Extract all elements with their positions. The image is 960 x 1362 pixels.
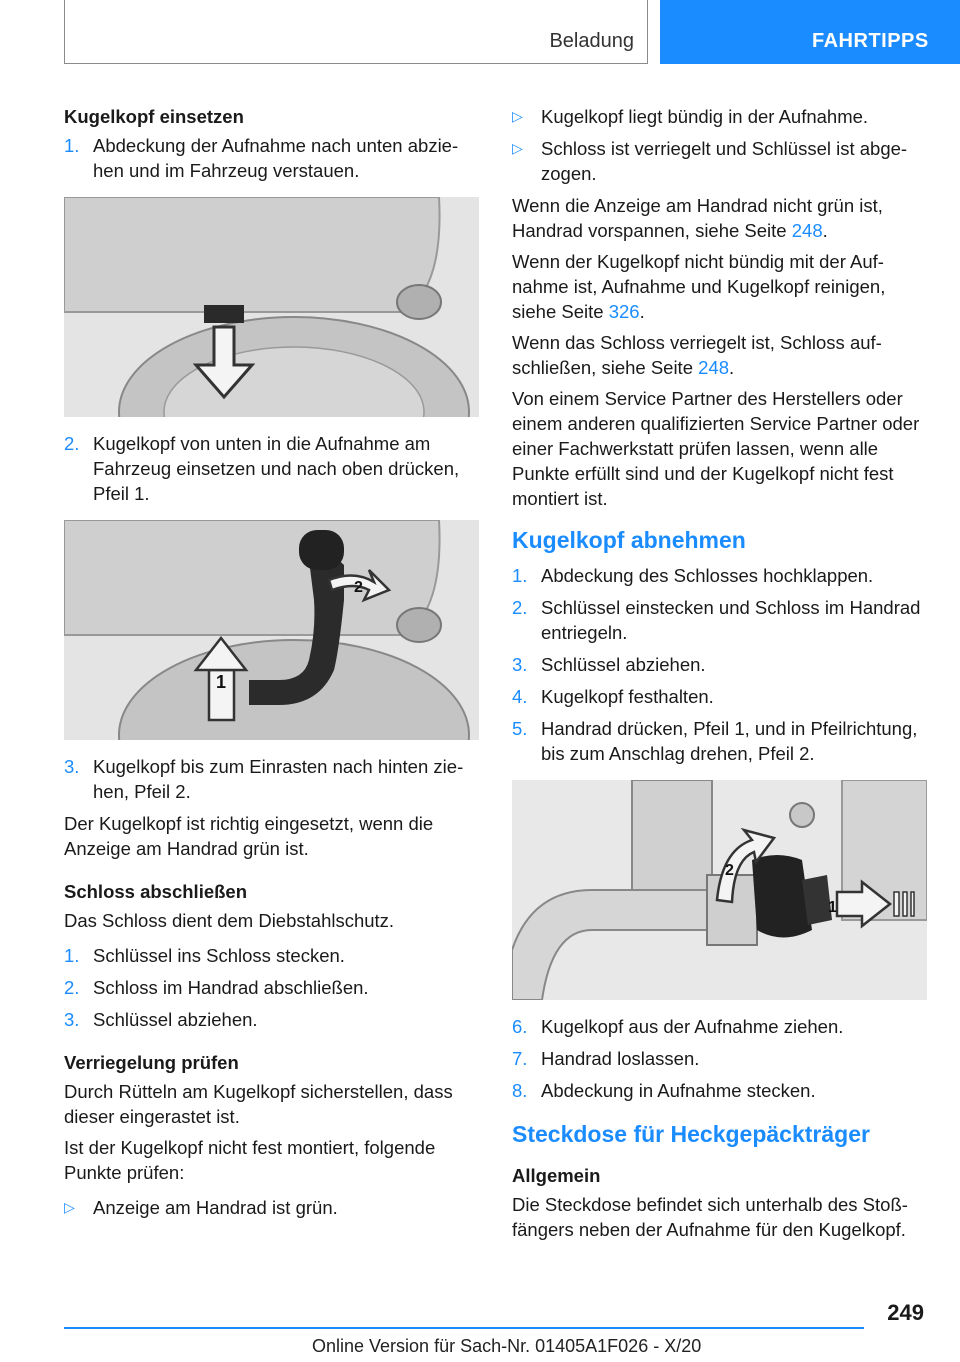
page-number: 249 [887, 1300, 924, 1325]
paragraph-text: Wenn der Kugelkopf nicht bündig mit der Aufnahme ist, Aufnahme und Kugelkopf reinigen, siehe Seite [512, 251, 886, 322]
step-number: 2. [64, 977, 80, 998]
page-link-326[interactable]: 326 [608, 301, 640, 322]
ballhead-insert-illustration [64, 520, 479, 740]
step-number: 5. [512, 718, 528, 739]
figure-label-1: 1 [828, 899, 837, 916]
figure-insert-ballhead [64, 520, 479, 740]
list-item [512, 652, 927, 677]
figure-handwheel [512, 780, 927, 1000]
step-text: Kugelkopf festhalten. [541, 686, 714, 707]
heading-verriegelung-pruefen: Verriegelung prüfen [64, 1052, 239, 1073]
step-text: Abdeckung des Schlosses hochklappen. [541, 565, 874, 586]
handwheel-illustration [512, 780, 927, 1000]
figure-label-2: 2 [725, 862, 734, 879]
header-section-title: Beladung [549, 30, 634, 52]
bullet-text: Kugelkopf liegt bündig in der Aufnahme. [541, 106, 869, 127]
list-item [64, 943, 479, 968]
figure-cover-removal [64, 197, 479, 417]
paragraph: Wenn das Schloss verriegelt ist, Schloss aufschließen, siehe Seite 248. [512, 332, 882, 378]
list-item [512, 104, 927, 129]
step-text: Abdeckung der Aufnahme nach unten abziehen und im Fahrzeug verstauen. [93, 135, 459, 181]
step-text: Schlüssel abziehen. [541, 654, 706, 675]
step-number: 6. [512, 1016, 528, 1037]
triangle-bullet-icon: ▷ [512, 108, 523, 124]
step-text: Handrad loslassen. [541, 1048, 700, 1069]
step-text: Handrad drücken, Pfeil 1, und in Pfeilrichtung, bis zum Anschlag drehen, Pfeil 2. [541, 718, 918, 764]
list-item [64, 975, 479, 1000]
step-number: 1. [64, 945, 80, 966]
list-item [64, 754, 479, 804]
heading-steckdose: Steckdose für Heckgepäckträger [512, 1121, 870, 1147]
step-text: Abdeckung in Aufnahme stecken. [541, 1080, 816, 1101]
step-number: 2. [64, 433, 80, 454]
list-item [512, 595, 927, 645]
step-number: 1. [512, 565, 528, 586]
list-item [512, 684, 927, 709]
figure-label-2: 2 [354, 579, 363, 596]
step-text: Kugelkopf bis zum Einrasten nach hinten ziehen, Pfeil 2. [93, 756, 464, 802]
heading-schloss-abschliessen: Schloss abschließen [64, 881, 248, 902]
heading-allgemein: Allgemein [512, 1165, 601, 1186]
page-link-248[interactable]: 248 [791, 220, 823, 241]
step-number: 7. [512, 1048, 528, 1069]
heading-kugelkopf-einsetzen: Kugelkopf einsetzen [64, 106, 244, 127]
step-text: Kugelkopf aus der Aufnahme ziehen. [541, 1016, 844, 1037]
step-number: 3. [64, 756, 80, 777]
heading-kugelkopf-abnehmen: Kugelkopf abnehmen [512, 527, 746, 553]
left-column [64, 104, 479, 1227]
step-text: Schlüssel abziehen. [93, 1009, 258, 1030]
list-item [512, 1014, 927, 1039]
header-chapter-tab[interactable]: FAHRTIPPS [660, 0, 960, 64]
list-item [512, 716, 927, 766]
step-number: 3. [512, 654, 528, 675]
step-text: Schlüssel ins Schloss stecken. [93, 945, 345, 966]
footer-divider [64, 1327, 864, 1329]
step-number: 4. [512, 686, 528, 707]
paragraph-text: Wenn die Anzeige am Handrad nicht grün ist, Handrad vorspannen, siehe Seite [512, 195, 883, 241]
page-link-248[interactable]: 248 [698, 357, 730, 378]
triangle-bullet-icon: ▷ [64, 1199, 75, 1215]
paragraph: Von einem Service Partner des Herstellers oder einem anderen qualifizierten Service Partner oder einer Fachwerkstatt prüfen lassen, wenn alle Punkte erfüllt sind und der Kugelkopf nicht fest montiert ist. [512, 388, 920, 509]
list-item [64, 133, 479, 183]
step-text: Schlüssel einstecken und Schloss im Handrad entriegeln. [541, 597, 921, 643]
step-text: Schloss im Handrad abschließen. [93, 977, 369, 998]
figure-label-1: 1 [216, 672, 227, 692]
bullet-text: Anzeige am Handrad ist grün. [93, 1197, 338, 1218]
paragraph: Der Kugelkopf ist richtig eingesetzt, wenn die Anzeige am Handrad grün ist. [64, 813, 434, 859]
footer-online-version: Online Version für Sach-Nr. 01405A1F026 - X/20 [312, 1336, 702, 1356]
paragraph: Ist der Kugelkopf nicht fest montiert, folgende Punkte prüfen: [64, 1137, 436, 1183]
triangle-bullet-icon: ▷ [512, 140, 523, 156]
list-item [64, 431, 479, 506]
bumper-arrow-illustration [64, 197, 479, 417]
paragraph: Wenn der Kugelkopf nicht bündig mit der Aufnahme ist, Aufnahme und Kugelkopf reinigen, siehe Seite 326. [512, 251, 886, 322]
step-number: 8. [512, 1080, 528, 1101]
list-item [512, 1078, 927, 1103]
list-item [64, 1195, 479, 1220]
step-number: 1. [64, 135, 80, 156]
step-number: 3. [64, 1009, 80, 1030]
right-column [512, 104, 927, 1248]
bullet-text: Schloss ist verriegelt und Schlüssel ist abgezogen. [541, 138, 908, 184]
paragraph: Durch Rütteln am Kugelkopf sicherstellen, dass dieser eingerastet ist. [64, 1081, 453, 1127]
list-item [512, 563, 927, 588]
paragraph-text: Wenn das Schloss verriegelt ist, Schloss aufschließen, siehe Seite [512, 332, 882, 378]
paragraph: Die Steckdose befindet sich unterhalb des Stoßfängers neben der Aufnahme für den Kugelkopf. [512, 1194, 908, 1240]
paragraph: Wenn die Anzeige am Handrad nicht grün ist, Handrad vorspannen, siehe Seite 248. [512, 195, 883, 241]
step-text: Kugelkopf von unten in die Aufnahme am Fahrzeug einsetzen und nach oben drücken, Pfeil 1. [93, 433, 460, 504]
list-item [512, 1046, 927, 1071]
list-item [512, 136, 927, 186]
paragraph: Das Schloss dient dem Diebstahlschutz. [64, 910, 395, 931]
list-item [64, 1007, 479, 1032]
step-number: 2. [512, 597, 528, 618]
